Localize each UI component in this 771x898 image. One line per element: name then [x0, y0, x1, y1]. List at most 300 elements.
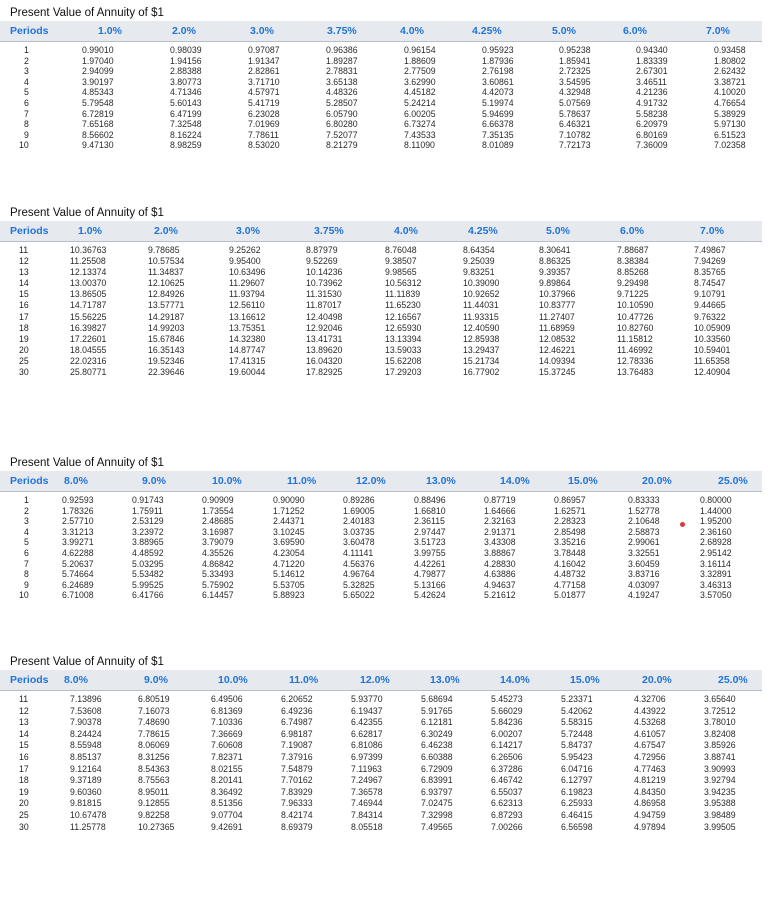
value-cell: 12.10625 [148, 278, 185, 289]
rate-header: 4.0% [394, 225, 418, 237]
value-cell: 12.40498 [306, 311, 343, 322]
table-row [0, 537, 762, 548]
period-cell: 7 [24, 558, 29, 569]
value-cell: 10.14236 [306, 267, 343, 278]
value-cell: 5.21612 [484, 590, 516, 601]
period-cell: 11 [19, 245, 29, 255]
value-cell: 3.54595 [559, 76, 591, 87]
value-cell: 10.63496 [229, 267, 266, 278]
value-cell: 5.33493 [202, 569, 234, 580]
period-cell: 9 [24, 129, 29, 140]
value-cell: 3.10245 [273, 526, 305, 537]
annuity-table-2 [0, 206, 762, 378]
value-cell: 3.90197 [82, 76, 114, 87]
value-cell: 7.19087 [281, 740, 313, 751]
value-cell: 7.78615 [138, 728, 170, 739]
value-cell: 8.36492 [211, 786, 243, 797]
value-cell: 5.19974 [482, 97, 514, 108]
value-cell: 4.67547 [634, 740, 666, 751]
table-row [0, 506, 762, 517]
value-cell: 5.03295 [132, 558, 164, 569]
value-cell: 8.06069 [138, 740, 170, 751]
period-cell: 17 [19, 311, 29, 322]
value-cell: 7.11963 [351, 763, 382, 774]
period-cell: 4 [24, 76, 29, 87]
value-cell: 3.78448 [554, 547, 586, 558]
value-cell: 6.00205 [404, 108, 436, 119]
value-cell: 1.89287 [326, 55, 358, 66]
value-cell: 2.88388 [170, 66, 202, 77]
table-row [0, 98, 762, 109]
value-cell: 3.99505 [704, 821, 736, 832]
value-cell: 8.20141 [211, 775, 243, 786]
value-cell: 8.85268 [617, 267, 649, 278]
value-cell: 11.93315 [463, 311, 499, 322]
value-cell: 6.19823 [561, 786, 593, 797]
table-row [0, 787, 762, 799]
value-cell: 2.62432 [714, 66, 746, 77]
value-cell: 0.95238 [559, 45, 591, 55]
period-cell: 16 [19, 751, 29, 762]
value-cell: 5.68694 [421, 694, 453, 704]
value-cell: 14.71787 [70, 300, 107, 311]
value-cell: 7.24967 [351, 775, 383, 786]
period-cell: 11 [19, 694, 29, 704]
value-cell: 1.64666 [484, 505, 516, 516]
value-cell: 2.32163 [484, 516, 516, 527]
value-cell: 5.32825 [343, 579, 375, 590]
value-cell: 6.87293 [491, 809, 523, 820]
period-cell: 5 [24, 537, 29, 548]
value-cell: 4.71346 [170, 87, 202, 98]
value-cell: 13.13394 [385, 333, 422, 344]
value-cell: 1.91347 [248, 55, 280, 66]
period-cell: 19 [19, 333, 29, 344]
value-cell: 7.49867 [694, 245, 726, 255]
value-cell: 8.11090 [404, 140, 435, 151]
value-cell: 9.89864 [539, 278, 571, 289]
rate-header: 11.0% [287, 475, 317, 487]
rate-header: 14.0% [500, 475, 530, 487]
table-row [0, 267, 762, 278]
value-cell: 1.73554 [202, 505, 234, 516]
value-cell: 0.90909 [202, 495, 234, 505]
value-cell: 7.36669 [211, 728, 243, 739]
value-cell: 9.95400 [229, 256, 261, 267]
value-cell: 6.81369 [211, 705, 243, 716]
period-cell: 20 [19, 798, 29, 809]
rate-header: 20.0% [642, 475, 672, 487]
value-cell: 4.19247 [628, 590, 660, 601]
value-cell: 2.67301 [636, 66, 668, 77]
rate-header: 12.0% [360, 674, 390, 686]
value-cell: 4.62288 [62, 547, 94, 558]
value-cell: 2.94099 [82, 66, 114, 77]
table-row [0, 356, 762, 367]
value-cell: 5.20637 [62, 558, 94, 569]
value-cell: 4.48732 [554, 569, 586, 580]
period-cell: 1 [24, 45, 29, 55]
value-cell: 5.60143 [170, 97, 202, 108]
value-cell: 6.19437 [351, 705, 383, 716]
periods-header: Periods [10, 674, 49, 686]
rate-header: 10.0% [212, 475, 242, 487]
value-cell: 15.56225 [70, 311, 107, 322]
value-cell: 5.94699 [482, 108, 514, 119]
value-cell: 4.84350 [634, 786, 666, 797]
value-cell: 4.23054 [273, 547, 305, 558]
table-row [0, 323, 762, 334]
value-cell: 6.12797 [561, 775, 593, 786]
value-cell: 12.85938 [463, 333, 500, 344]
value-cell: 6.20979 [636, 119, 668, 130]
value-cell: 2.95142 [700, 547, 732, 558]
value-cell: 8.51356 [211, 798, 243, 809]
value-cell: 5.58315 [561, 717, 593, 728]
value-cell: 4.86958 [634, 798, 666, 809]
table-row [0, 130, 762, 141]
marker-dot [680, 522, 685, 527]
value-cell: 3.60861 [482, 76, 514, 87]
value-cell: 0.96154 [404, 45, 436, 55]
period-cell: 17 [19, 763, 29, 774]
value-cell: 1.44000 [700, 505, 732, 516]
value-cell: 4.94759 [634, 809, 666, 820]
value-cell: 9.78685 [148, 245, 180, 255]
value-cell: 9.25039 [463, 256, 495, 267]
value-cell: 17.82925 [306, 367, 343, 378]
value-cell: 12.08532 [539, 333, 576, 344]
value-cell: 2.97447 [414, 526, 446, 537]
value-cell: 6.49236 [281, 705, 313, 716]
table-row [0, 764, 762, 776]
table-row [0, 334, 762, 345]
value-cell: 3.80773 [170, 76, 202, 87]
value-cell: 7.00266 [491, 821, 523, 832]
value-cell: 7.02475 [421, 798, 453, 809]
value-cell: 5.84236 [491, 717, 523, 728]
table-header [0, 471, 762, 492]
value-cell: 6.51523 [714, 129, 746, 140]
value-cell: 4.72956 [634, 751, 666, 762]
value-cell: 2.68928 [700, 537, 732, 548]
value-cell: 8.30641 [539, 245, 571, 255]
value-cell: 1.88609 [404, 55, 436, 66]
value-cell: 3.95388 [704, 798, 736, 809]
table-row [0, 245, 762, 256]
value-cell: 13.16612 [229, 311, 266, 322]
period-cell: 2 [24, 55, 29, 66]
rate-header: 1.0% [98, 25, 122, 37]
value-cell: 3.71710 [248, 76, 280, 87]
value-cell: 7.83929 [281, 786, 313, 797]
value-cell: 1.52778 [628, 505, 660, 516]
rate-header: 7.0% [700, 225, 724, 237]
value-cell: 4.94637 [484, 579, 516, 590]
value-cell: 9.71225 [617, 289, 649, 300]
value-cell: 11.27407 [539, 311, 575, 322]
value-cell: 5.53482 [132, 569, 164, 580]
value-cell: 6.55037 [491, 786, 523, 797]
value-cell: 13.41731 [306, 333, 343, 344]
value-cell: 12.40904 [694, 367, 731, 378]
value-cell: 6.74987 [281, 717, 313, 728]
value-cell: 6.46415 [561, 809, 593, 820]
value-cell: 10.83777 [539, 300, 576, 311]
value-cell: 3.16987 [202, 526, 234, 537]
value-cell: 2.91371 [484, 526, 516, 537]
table-row [0, 77, 762, 88]
value-cell: 6.93797 [421, 786, 453, 797]
value-cell: 11.68959 [539, 322, 575, 333]
value-cell: 6.62313 [491, 798, 523, 809]
rate-header: 3.0% [236, 225, 260, 237]
value-cell: 4.85343 [82, 87, 114, 98]
value-cell: 11.31530 [306, 289, 342, 300]
value-cell: 0.83333 [628, 495, 660, 505]
period-cell: 1 [24, 495, 29, 505]
value-cell: 7.96333 [281, 798, 313, 809]
value-cell: 11.65358 [694, 355, 730, 366]
periods-header: Periods [10, 475, 49, 487]
value-cell: 13.57771 [148, 300, 185, 311]
annuity-table-1 [0, 6, 762, 151]
value-cell: 4.42073 [482, 87, 514, 98]
value-cell: 7.53608 [70, 705, 102, 716]
period-cell: 10 [19, 590, 29, 601]
value-cell: 3.46511 [636, 76, 667, 87]
value-cell: 4.96764 [343, 569, 375, 580]
value-cell: 6.46742 [491, 775, 523, 786]
value-cell: 4.35526 [202, 547, 234, 558]
rate-header: 5.0% [552, 25, 576, 37]
rate-header: 1.0% [78, 225, 102, 237]
value-cell: 2.77509 [404, 66, 436, 77]
value-cell: 1.78326 [62, 505, 94, 516]
value-cell: 3.03735 [343, 526, 375, 537]
period-cell: 12 [19, 705, 29, 716]
value-cell: 4.86842 [202, 558, 234, 569]
table-header [0, 221, 762, 242]
value-cell: 7.01969 [248, 119, 280, 130]
value-cell: 1.71252 [273, 505, 305, 516]
value-cell: 0.94340 [636, 45, 668, 55]
value-cell: 6.26506 [491, 751, 523, 762]
table-row [0, 45, 762, 56]
value-cell: 9.38507 [385, 256, 417, 267]
value-cell: 4.53268 [634, 717, 666, 728]
table-row [0, 289, 762, 300]
value-cell: 5.72448 [561, 728, 593, 739]
table-row [0, 810, 762, 822]
value-cell: 10.33560 [694, 333, 731, 344]
annuity-table-4 [0, 655, 762, 833]
value-cell: 7.48690 [138, 717, 170, 728]
value-cell: 5.66029 [491, 705, 523, 716]
value-cell: 4.91732 [636, 97, 668, 108]
value-cell: 14.87747 [229, 344, 266, 355]
value-cell: 3.98489 [704, 809, 736, 820]
value-cell: 3.46313 [700, 579, 732, 590]
table-row [0, 345, 762, 356]
value-cell: 4.16042 [554, 558, 586, 569]
value-cell: 13.76483 [617, 367, 654, 378]
value-cell: 1.95200 [700, 516, 732, 527]
value-cell: 9.52269 [306, 256, 338, 267]
value-cell: 5.42624 [414, 590, 446, 601]
period-cell: 25 [19, 355, 29, 366]
value-cell: 4.56376 [343, 558, 375, 569]
value-cell: 5.13166 [414, 579, 446, 590]
value-cell: 13.75351 [229, 322, 266, 333]
value-cell: 1.62571 [554, 505, 586, 516]
value-cell: 3.85926 [704, 740, 736, 751]
period-cell: 2 [24, 505, 29, 516]
period-cell: 7 [24, 108, 29, 119]
value-cell: 4.76654 [714, 97, 746, 108]
value-cell: 4.11141 [343, 547, 374, 558]
value-cell: 10.37966 [539, 289, 576, 300]
value-cell: 4.42261 [414, 558, 446, 569]
value-cell: 8.95011 [138, 786, 169, 797]
value-cell: 7.36578 [351, 786, 383, 797]
value-cell: 3.38721 [714, 76, 746, 87]
value-cell: 1.75911 [132, 505, 163, 516]
value-cell: 8.35765 [694, 267, 726, 278]
value-cell: 11.34837 [148, 267, 184, 278]
value-cell: 4.97894 [634, 821, 666, 832]
value-cell: 4.32948 [559, 87, 591, 98]
value-cell: 8.24424 [70, 728, 102, 739]
value-cell: 10.67478 [70, 809, 107, 820]
value-cell: 11.29607 [229, 278, 265, 289]
period-cell: 16 [19, 300, 29, 311]
value-cell: 7.72173 [559, 140, 591, 151]
rate-header: 15.0% [570, 674, 600, 686]
value-cell: 6.30249 [421, 728, 453, 739]
value-cell: 6.71008 [62, 590, 94, 601]
rate-header: 8.0% [64, 475, 88, 487]
value-cell: 1.66810 [414, 505, 446, 516]
value-cell: 8.31256 [138, 751, 170, 762]
value-cell: 7.10336 [211, 717, 243, 728]
value-cell: 7.54879 [281, 763, 313, 774]
value-cell: 8.01089 [482, 140, 514, 151]
period-cell: 14 [19, 278, 29, 289]
value-cell: 7.46944 [351, 798, 383, 809]
value-cell: 9.25262 [229, 245, 261, 255]
value-cell: 17.22601 [70, 333, 107, 344]
period-cell: 14 [19, 728, 29, 739]
value-cell: 4.57971 [248, 87, 280, 98]
value-cell: 2.72325 [559, 66, 591, 77]
table-row [0, 278, 762, 289]
value-cell: 9.76322 [694, 311, 726, 322]
value-cell: 0.87719 [484, 495, 516, 505]
table-header [0, 670, 762, 691]
rate-header: 3.75% [327, 25, 357, 37]
value-cell: 8.21279 [326, 140, 358, 151]
value-cell: 7.02358 [714, 140, 746, 151]
period-cell: 12 [19, 256, 29, 267]
table-row [0, 367, 762, 378]
period-cell: 18 [19, 322, 29, 333]
value-cell: 15.37245 [539, 367, 576, 378]
value-cell: 6.24689 [62, 579, 94, 590]
value-cell: 5.45273 [491, 694, 523, 704]
period-cell: 6 [24, 547, 29, 558]
value-cell: 6.12181 [421, 717, 453, 728]
value-cell: 16.35143 [148, 344, 185, 355]
value-cell: 6.80519 [138, 694, 170, 704]
rate-header: 4.0% [400, 25, 424, 37]
value-cell: 7.16073 [138, 705, 170, 716]
value-cell: 10.36763 [70, 245, 107, 255]
value-cell: 8.38384 [617, 256, 649, 267]
table-row [0, 527, 762, 538]
rate-header: 9.0% [144, 674, 168, 686]
value-cell: 4.81219 [634, 775, 666, 786]
value-cell: 3.16114 [700, 558, 731, 569]
value-cell: 5.01877 [554, 590, 586, 601]
value-cell: 7.88687 [617, 245, 649, 255]
value-cell: 5.84737 [561, 740, 593, 751]
period-cell: 3 [24, 66, 29, 77]
periods-header: Periods [10, 25, 49, 37]
value-cell: 10.10590 [617, 300, 654, 311]
value-cell: 5.79548 [82, 97, 114, 108]
value-cell: 0.99010 [82, 45, 114, 55]
value-cell: 8.98259 [170, 140, 202, 151]
value-cell: 4.61057 [634, 728, 666, 739]
table-title: Present Value of Annuity of $1 [10, 207, 164, 219]
value-cell: 3.69590 [273, 537, 305, 548]
rate-header: 5.0% [546, 225, 570, 237]
value-cell: 0.97087 [248, 45, 280, 55]
table-row [0, 256, 762, 267]
value-cell: 4.28830 [484, 558, 516, 569]
value-cell: 16.39827 [70, 322, 107, 333]
value-cell: 3.51723 [414, 537, 446, 548]
value-cell: 4.48592 [132, 547, 164, 558]
table-row [0, 66, 762, 77]
table-row [0, 694, 762, 706]
value-cell: 1.85941 [559, 55, 591, 66]
value-cell: 3.32891 [700, 569, 732, 580]
rate-header: 10.0% [218, 674, 248, 686]
value-cell: 5.93770 [351, 694, 383, 704]
value-cell: 15.67846 [148, 333, 185, 344]
period-cell: 10 [19, 140, 29, 151]
value-cell: 0.98039 [170, 45, 202, 55]
value-cell: 2.78831 [326, 66, 358, 77]
rate-header: 4.25% [468, 225, 498, 237]
value-cell: 5.65022 [343, 590, 375, 601]
value-cell: 16.77902 [463, 367, 500, 378]
value-cell: 2.53129 [132, 516, 164, 527]
value-cell: 5.78637 [559, 108, 591, 119]
table-row [0, 729, 762, 741]
value-cell: 5.38929 [714, 108, 746, 119]
value-cell: 13.00370 [70, 278, 107, 289]
value-cell: 9.98565 [385, 267, 417, 278]
rate-header: 11.0% [289, 674, 319, 686]
value-cell: 9.44665 [694, 300, 726, 311]
value-cell: 8.02155 [211, 763, 243, 774]
table-row [0, 706, 762, 718]
value-cell: 4.10020 [714, 87, 746, 98]
value-cell: 8.16224 [170, 129, 202, 140]
